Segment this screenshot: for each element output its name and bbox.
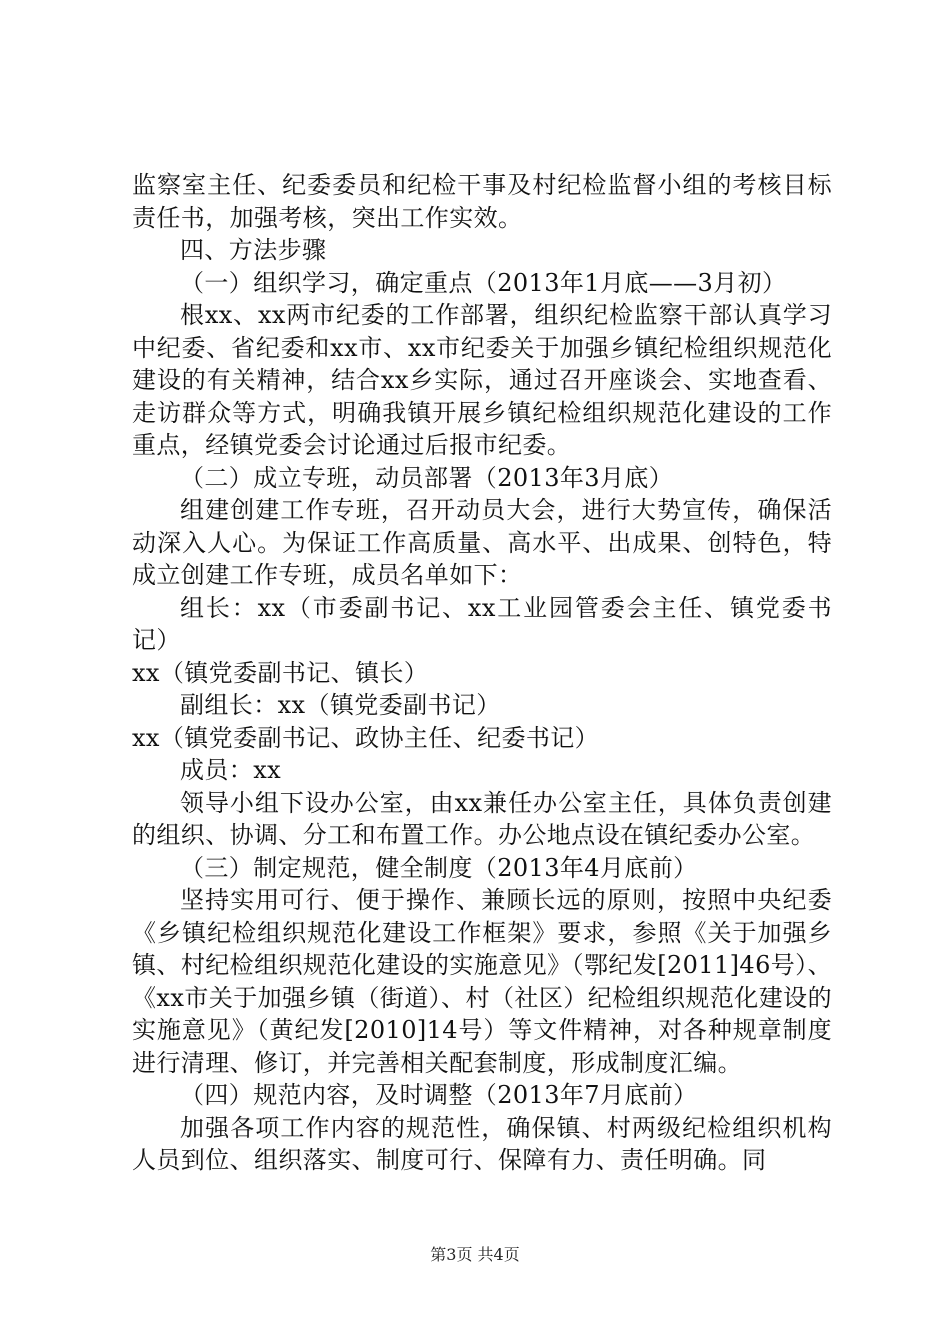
member-line: 副组长：xx（镇党委副书记）	[180, 691, 501, 719]
paragraph: 坚持实用可行、便于操作、兼顾长远的原则，按照中央纪委《乡镇纪检组织规范化建设工作框架》要求，参照《关于加强乡镇、村纪检组织规范化建设的实施意见》（鄂纪发[2011]46号）、《xx市关于加强乡镇（街道）、村（社区）纪检组织规范化建设的实施意见》（黄纪发[2010]14号）等文件精神，对各种规章制度进行清理、修订，并完善相关配套制度，形成制度汇编。	[132, 886, 832, 1077]
paragraph: 监察室主任、纪委委员和纪检干事及村纪检监督小组的考核目标责任书，加强考核，突出工作实效。	[132, 171, 832, 232]
subsection-heading: （一）组织学习，确定重点（2013年1月底——3月初）	[180, 268, 787, 297]
paragraph: 根xx、xx两市纪委的工作部署，组织纪检监察干部认真学习中纪委、省纪委和xx市、xx市纪委关于加强乡镇纪检组织规范化建设的有关精神，结合xx乡实际，通过召开座谈会、实地查看、走访群众等方式，明确我镇开展乡镇纪检组织规范化建设的工作重点，经镇党委会讨论通过后报市纪委。	[132, 301, 832, 459]
subsection-heading: （四）规范内容，及时调整（2013年7月底前）	[180, 1081, 698, 1109]
subsection-heading: （三）制定规范，健全制度（2013年4月底前）	[180, 853, 698, 882]
page-number: 第3页 共4页	[430, 1245, 520, 1264]
paragraph: 组建创建工作专班，召开动员大会，进行大势宣传，确保活动深入人心。为保证工作高质量、高水平、出成果、创特色，特成立创建工作专班，成员名单如下：	[132, 496, 832, 589]
paragraph: 领导小组下设办公室，由xx兼任办公室主任，具体负责创建的组织、协调、分工和布置工作。办公地点设在镇纪委办公室。	[132, 788, 832, 849]
member-line: xx（镇党委副书记、政协主任、纪委书记）	[132, 723, 600, 752]
document-body	[132, 169, 832, 1177]
section-heading: 四、方法步骤	[180, 236, 327, 264]
paragraph: 加强各项工作内容的规范性，确保镇、村两级纪检组织机构人员到位、组织落实、制度可行、保障有力、责任明确。同	[132, 1113, 832, 1174]
member-line: xx（镇党委副书记、镇长）	[132, 658, 429, 687]
member-line: 成员：xx	[180, 756, 282, 784]
page-footer	[0, 1245, 950, 1265]
subsection-heading: （二）成立专班，动员部署（2013年3月底）	[180, 463, 674, 492]
member-line: 组长：xx（市委副书记、xx工业园管委会主任、镇党委书记）	[132, 593, 832, 654]
